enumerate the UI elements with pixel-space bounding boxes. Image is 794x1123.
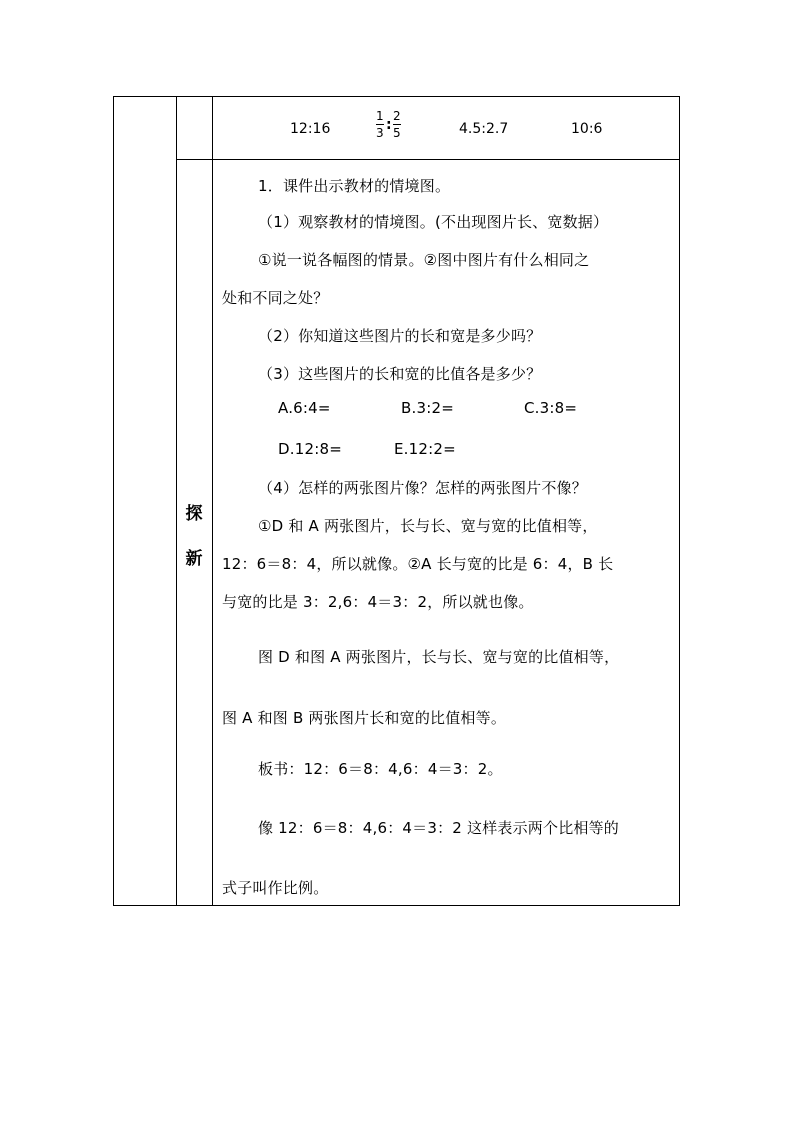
- content-line: 与宽的比是 3：2,6：4＝3：2，所以就也像。: [222, 593, 534, 611]
- option-e: E.12:2=: [394, 440, 456, 458]
- fraction-numerator: 2: [393, 109, 401, 123]
- ratio-4-5-2-7: 4.5:2.7: [459, 121, 509, 137]
- option-d: D.12:8=: [278, 440, 342, 458]
- ratio-10-6: 10:6: [571, 121, 603, 137]
- lesson-table: [113, 96, 680, 906]
- section-label-char-1: 探: [185, 504, 203, 524]
- content-line: （1）观察教材的情境图。(不出现图片长、宽数据）: [258, 213, 609, 231]
- content-line: 12：6＝8：4，所以就像。②A 长与宽的比是 6：4，B 长: [222, 555, 614, 573]
- content-line: 图 A 和图 B 两张图片长和宽的比值相等。: [222, 709, 507, 727]
- fraction-bar: [393, 124, 401, 125]
- row-divider: [176, 159, 679, 160]
- fraction-one-third: [376, 109, 384, 140]
- content-line: 板书：12：6＝8：4,6：4＝3：2。: [258, 760, 503, 778]
- content-line: 图 D 和图 A 两张图片，长与长、宽与宽的比值相等，: [258, 648, 620, 666]
- content-line: ①D 和 A 两张图片，长与长、宽与宽的比值相等，: [258, 517, 598, 535]
- section-label-char-2: 新: [185, 549, 203, 569]
- fraction-denominator: 5: [393, 126, 401, 140]
- fraction-two-fifths: [393, 109, 401, 140]
- fraction-numerator: 1: [376, 109, 384, 123]
- option-a: A.6:4=: [278, 399, 331, 417]
- option-b: B.3:2=: [401, 399, 454, 417]
- ratio-colon: :: [386, 117, 392, 133]
- content-line: 1．课件出示教材的情境图。: [258, 177, 451, 195]
- column-divider-2: [212, 97, 213, 905]
- content-line: 像 12：6＝8：4,6：4＝3：2 这样表示两个比相等的: [258, 819, 619, 837]
- content-line: （2）你知道这些图片的长和宽是多少吗？: [258, 327, 542, 345]
- option-c: C.3:8=: [524, 399, 578, 417]
- content-line: （3）这些图片的长和宽的比值各是多少？: [258, 365, 542, 383]
- content-line: 处和不同之处？: [222, 289, 329, 307]
- ratio-12-16: 12:16: [290, 121, 331, 137]
- content-line: 式子叫作比例。: [222, 879, 329, 897]
- fraction-denominator: 3: [376, 126, 384, 140]
- fraction-bar: [376, 124, 384, 125]
- content-line: （4）怎样的两张图片像？怎样的两张图片不像？: [258, 479, 587, 497]
- content-line: ①说一说各幅图的情景。②图中图片有什么相同之: [258, 251, 590, 269]
